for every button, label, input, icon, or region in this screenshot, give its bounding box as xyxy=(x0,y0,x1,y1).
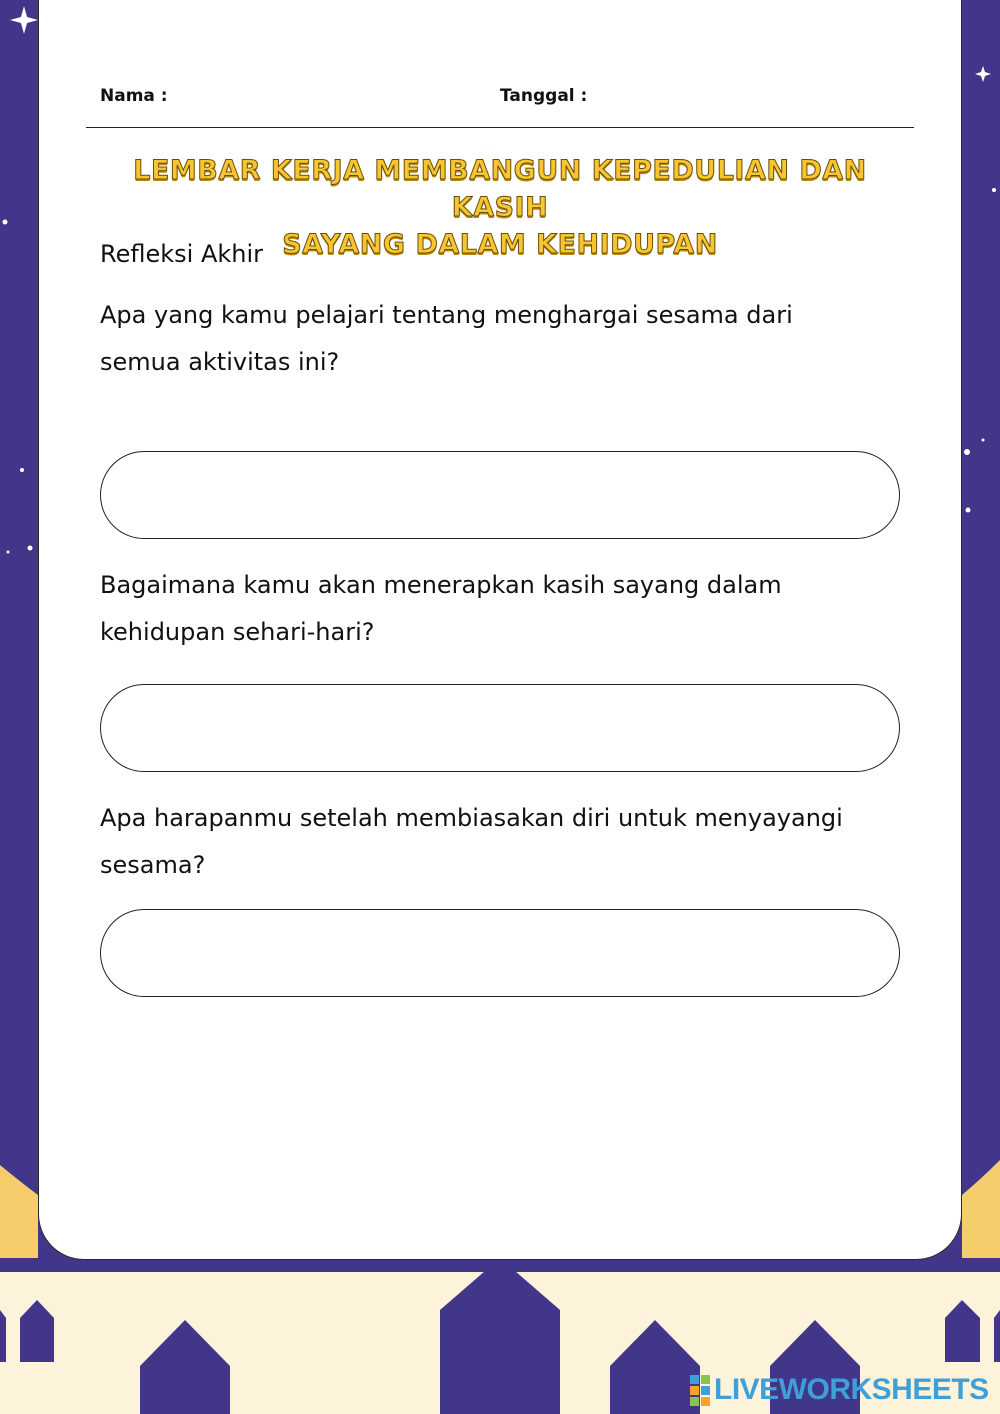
question-2-line-2: kehidupan sehari-hari? xyxy=(100,618,375,646)
question-2 xyxy=(100,562,910,656)
title-line-2: SAYANG DALAM KEHIDUPAN xyxy=(282,229,718,260)
section-title: Refleksi Akhir xyxy=(100,240,264,268)
question-1-line-2: semua aktivitas ini? xyxy=(100,348,340,376)
logo-grid-icon xyxy=(690,1375,710,1406)
question-3-line-2: sesama? xyxy=(100,851,206,879)
question-1 xyxy=(100,292,910,386)
header-divider xyxy=(86,127,914,128)
logo-text: LIVEWORKSHEETS xyxy=(714,1373,989,1406)
liveworksheets-logo xyxy=(690,1373,989,1407)
name-label: Nama : xyxy=(100,86,168,106)
answer-box-1[interactable] xyxy=(100,451,900,539)
answer-box-2[interactable] xyxy=(100,684,900,772)
question-3-line-1: Apa harapanmu setelah membiasakan diri untuk menyayangi xyxy=(100,804,843,832)
question-3 xyxy=(100,795,910,889)
date-label: Tanggal : xyxy=(500,86,588,106)
question-2-line-1: Bagaimana kamu akan menerapkan kasih sayang dalam xyxy=(100,571,782,599)
question-1-line-1: Apa yang kamu pelajari tentang menghargai sesama dari xyxy=(100,301,793,329)
title-line-1: LEMBAR KERJA MEMBANGUN KEPEDULIAN DAN KASIH xyxy=(133,155,867,223)
answer-box-3[interactable] xyxy=(100,909,900,997)
